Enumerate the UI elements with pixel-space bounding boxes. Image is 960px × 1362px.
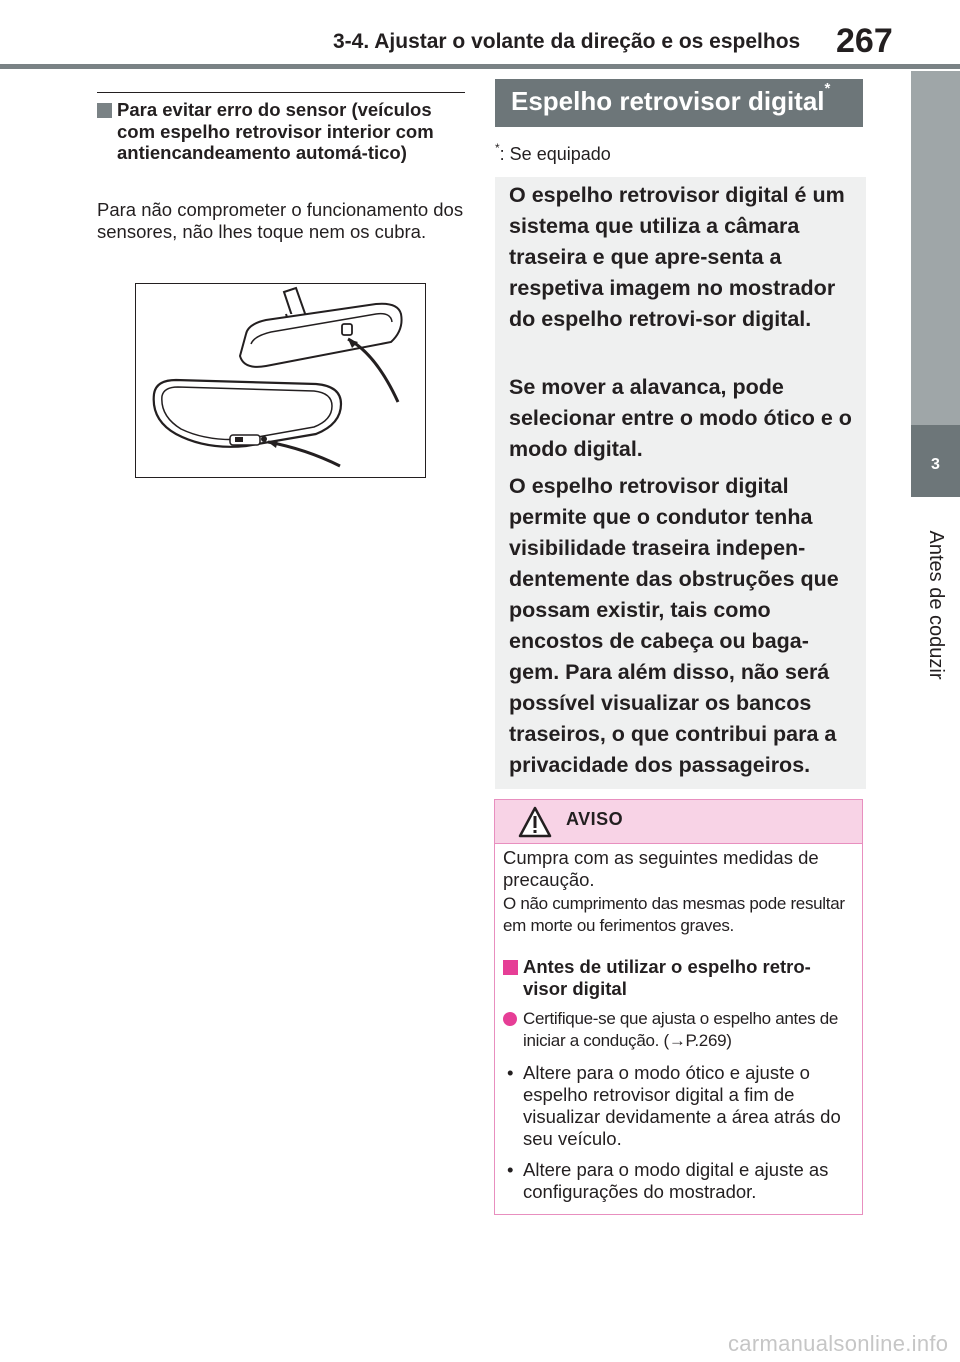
warning-dot-item <box>507 1159 853 1203</box>
warning-intro-line1: Cumpra com as seguintes medidas de precaução. <box>503 847 819 890</box>
warning-subheading-text: Antes de utilizar o espelho retro-visor digital <box>523 956 811 999</box>
circle-bullet-icon <box>503 1012 517 1026</box>
left-heading-text: Para evitar erro do sensor (veículos com espelho retrovisor interior com antiencandeamento automá-tico) <box>117 99 434 163</box>
warning-dot-item-text: Altere para o modo ótico e ajuste o espelho retrovisor digital a fim de visualizar devidamente a área atrás do seu veículo. <box>523 1062 841 1149</box>
warning-circle-item-text: Certifique-se que ajusta o espelho antes de iniciar a condução. (→P.269) <box>523 1009 839 1050</box>
square-bullet-icon <box>97 103 112 118</box>
rearview-mirror-drawing <box>136 284 424 476</box>
intro-paragraph: O espelho retrovisor digital permite que o condutor tenha visibilidade traseira indepen-dentemente das obstruções que possam existir, tais como encostos de cabeça ou baga-gem. Para além disso, não será possível visualizar os bancos traseiros, o que contribui para a privacidade dos passageiros. <box>509 474 839 777</box>
mirror-sensor-illustration <box>135 283 426 478</box>
chapter-tab-strip <box>911 71 960 425</box>
warning-intro-line2: O não cumprimento das mesmas pode resultar em morte ou ferimentos graves. <box>503 894 845 935</box>
bullet-dot: • <box>507 1159 514 1180</box>
left-heading-rule <box>97 92 465 93</box>
chapter-number: 3 <box>931 456 940 473</box>
footnote-text: : Se equipado <box>499 144 611 164</box>
footnote-mark: * <box>495 141 500 155</box>
intro-paragraph: O espelho retrovisor digital é um sistema que utiliza a câmara traseira e que apre-senta a respetiva imagem no mostrador do espelho retrovi-sor digital. <box>509 183 845 331</box>
page-header-title: 3-4. Ajustar o volante da direção e os espelhos <box>333 30 801 53</box>
warning-dot-item-text: Altere para o modo digital e ajuste as configurações do mostrador. <box>523 1159 829 1202</box>
page-number: 267 <box>836 22 893 60</box>
watermark: carmanualsonline.info <box>728 1331 949 1356</box>
intro-paragraph: Se mover a alavanca, pode selecionar entre o modo ótico e o modo digital. <box>509 375 852 461</box>
chapter-label: Antes de coduzir <box>925 530 947 680</box>
header-rule <box>0 64 960 69</box>
footnote <box>495 141 611 165</box>
warning-subheading <box>523 956 853 1000</box>
warning-circle-item <box>523 1008 855 1052</box>
left-section-heading <box>117 99 467 164</box>
warning-dot-item <box>507 1062 853 1150</box>
left-body-text: Para não comprometer o funcionamento dos sensores, não lhes toque nem os cubra. <box>97 199 464 242</box>
bullet-dot: • <box>507 1062 514 1083</box>
section-title-text: Espelho retrovisor digital <box>511 86 825 116</box>
section-title-footnote-mark: * <box>824 80 831 97</box>
warning-title: AVISO <box>566 809 624 829</box>
square-bullet-icon <box>503 960 518 975</box>
section-title <box>511 80 831 117</box>
warning-triangle-icon <box>518 806 552 838</box>
